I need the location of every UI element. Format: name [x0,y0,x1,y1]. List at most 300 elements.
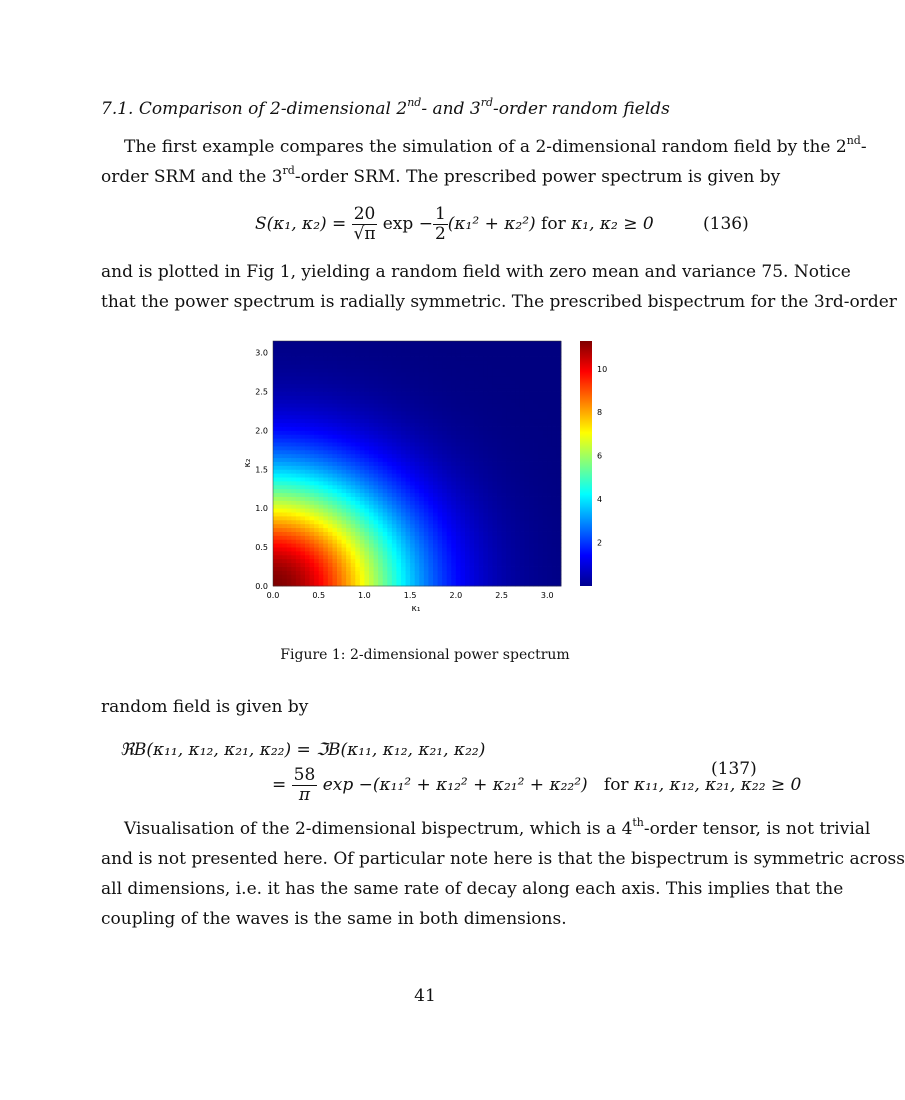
heatmap-cell [470,504,475,508]
heatmap-cell [337,427,342,431]
heatmap-cell [300,485,305,489]
heatmap-cell [479,493,484,497]
heatmap-cell [428,469,433,473]
heatmap-cell [337,497,342,501]
heatmap-cell [456,462,461,466]
heatmap-cell [547,438,552,442]
heatmap-cell [438,403,443,407]
heatmap-cell [474,489,479,493]
heatmap-cell [305,578,310,582]
heatmap-cell [374,493,379,497]
heatmap-cell [364,532,369,536]
heatmap-cell [296,481,301,485]
heatmap-cell [282,473,287,477]
heatmap-cell [401,407,406,411]
heatmap-cell [337,477,342,481]
heatmap-cell [378,508,383,512]
heatmap-cell [346,543,351,547]
heatmap-cell [355,392,360,396]
heatmap-cell [529,528,534,532]
heatmap-cell [506,547,511,551]
heatmap-cell [300,388,305,392]
heatmap-cell [332,489,337,493]
heatmap-cell [465,458,470,462]
heatmap-cell [383,364,388,368]
heatmap-cell [479,349,484,353]
heatmap-cell [374,528,379,532]
heatmap-cell [410,555,415,559]
heatmap-cell [547,504,552,508]
heatmap-cell [310,528,315,532]
heatmap-cell [282,438,287,442]
heatmap-cell [410,512,415,516]
heatmap-cell [474,539,479,543]
heatmap-cell [282,341,287,345]
heatmap-cell [314,388,319,392]
heatmap-cell [497,411,502,415]
heatmap-cell [273,481,278,485]
heatmap-cell [511,446,516,450]
heatmap-cell [369,578,374,582]
heatmap-cell [305,427,310,431]
heatmap-cell [406,415,411,419]
heatmap-cell [488,543,493,547]
heatmap-cell [387,446,392,450]
heatmap-cell [328,403,333,407]
heatmap-cell [383,395,388,399]
heatmap-cell [483,462,488,466]
heatmap-cell [520,450,525,454]
heatmap-cell [374,520,379,524]
heatmap-cell [524,357,529,361]
heatmap-cell [483,388,488,392]
heatmap-cell [456,465,461,469]
heatmap-cell [396,450,401,454]
heatmap-cell [332,532,337,536]
heatmap-cell [378,430,383,434]
heatmap-cell [524,341,529,345]
heatmap-cell [465,539,470,543]
heatmap-cell [465,559,470,563]
heatmap-cell [428,512,433,516]
heatmap-cell [314,430,319,434]
heatmap-cell [456,535,461,539]
heatmap-cell [428,360,433,364]
heatmap-cell [346,563,351,567]
heatmap-cell [552,423,557,427]
heatmap-cell [374,508,379,512]
heatmap-cell [451,524,456,528]
heatmap-cell [419,477,424,481]
heatmap-cell [273,563,278,567]
heatmap-cell [287,567,292,571]
heatmap-cell [547,442,552,446]
heatmap-cell [374,392,379,396]
heatmap-cell [474,395,479,399]
heatmap-cell [506,458,511,462]
heatmap-cell [442,458,447,462]
heatmap-cell [401,360,406,364]
heatmap-cell [401,578,406,582]
heatmap-cell [456,345,461,349]
heatmap-cell [374,559,379,563]
heatmap-cell [282,532,287,536]
heatmap-cell [474,368,479,372]
heatmap-cell [543,508,548,512]
heatmap-cell [319,563,324,567]
heatmap-cell [332,462,337,466]
heatmap-cell [520,403,525,407]
paragraph-2-line-1: and is plotted in Fig 1, yielding a random field with zero mean and variance 75. Notice [101,262,851,282]
heatmap-cell [273,446,278,450]
heatmap-cell [529,508,534,512]
heatmap-cell [323,364,328,368]
heatmap-cell [360,532,365,536]
heatmap-cell [410,516,415,520]
heatmap-cell [451,357,456,361]
heatmap-cell [556,349,561,353]
heatmap-cell [355,559,360,563]
heatmap-cell [278,555,283,559]
heatmap-cell [428,493,433,497]
heatmap-cell [556,353,561,357]
heatmap-cell [387,407,392,411]
heatmap-cell [369,349,374,353]
heatmap-cell [287,532,292,536]
heatmap-cell [305,477,310,481]
heatmap-cell [497,551,502,555]
heatmap-cell [328,341,333,345]
heatmap-cell [296,411,301,415]
heatmap-cell [502,407,507,411]
heatmap-cell [369,446,374,450]
heatmap-cell [474,376,479,380]
heatmap-cell [470,364,475,368]
paragraph-4-line-2: and is not presented here. Of particular note here is that the bispectrum is symmetric across [101,849,905,869]
heatmap-cell [506,543,511,547]
heatmap-cell [502,516,507,520]
heatmap-cell [538,551,543,555]
heatmap-cell [282,578,287,582]
heatmap-cell [456,388,461,392]
heatmap-cell [291,465,296,469]
heatmap-cell [337,543,342,547]
heatmap-cell [319,423,324,427]
heatmap-cell [415,567,420,571]
heatmap-cell [287,481,292,485]
heatmap-cell [383,349,388,353]
heatmap-cell [515,551,520,555]
heatmap-cell [497,407,502,411]
heatmap-cell [383,555,388,559]
heatmap-cell [378,473,383,477]
heatmap-cell [529,563,534,567]
heatmap-cell [470,578,475,582]
heatmap-cell [332,512,337,516]
heatmap-cell [342,500,347,504]
heatmap-cell [410,357,415,361]
heatmap-cell [460,504,465,508]
heatmap-cell [314,516,319,520]
x-tick-label: 0.0 [266,591,280,600]
heatmap-cell [511,574,516,578]
heatmap-cell [447,446,452,450]
heatmap-cell [364,423,369,427]
heatmap-cell [300,349,305,353]
heatmap-cell [278,372,283,376]
heatmap-cell [424,508,429,512]
heatmap-cell [332,434,337,438]
heatmap-cell [282,574,287,578]
heatmap-cell [543,392,548,396]
heatmap-cell [310,469,315,473]
heatmap-cell [305,458,310,462]
heatmap-cell [392,462,397,466]
heatmap-cell [474,547,479,551]
heatmap-cell [502,547,507,551]
heatmap-cell [552,392,557,396]
heatmap-cell [456,349,461,353]
heatmap-cell [374,465,379,469]
heatmap-cell [524,458,529,462]
heatmap-cell [547,489,552,493]
heatmap-cell [506,376,511,380]
heatmap-cell [442,388,447,392]
heatmap-cell [506,407,511,411]
heatmap-cell [520,551,525,555]
heatmap-cell [524,485,529,489]
heatmap-cell [415,551,420,555]
heatmap-cell [410,574,415,578]
heatmap-cell [524,372,529,376]
heatmap-cell [424,423,429,427]
heatmap-cell [383,535,388,539]
heatmap-cell [424,512,429,516]
heatmap-cell [465,524,470,528]
heatmap-cell [419,512,424,516]
heatmap-cell [511,462,516,466]
heatmap-cell [492,469,497,473]
heatmap-cell [378,380,383,384]
heatmap-cell [378,442,383,446]
heatmap-cell [506,438,511,442]
heatmap-cell [538,481,543,485]
heatmap-cell [351,384,356,388]
heatmap-cell [511,567,516,571]
heatmap-cell [323,454,328,458]
heatmap-cell [488,481,493,485]
heatmap-cell [488,407,493,411]
heatmap-cell [305,403,310,407]
heatmap-cell [538,384,543,388]
heatmap-cell [278,512,283,516]
heatmap-cell [396,357,401,361]
heatmap-cell [524,411,529,415]
heatmap-cell [552,485,557,489]
heatmap-cell [332,384,337,388]
heatmap-cell [428,430,433,434]
heatmap-cell [506,497,511,501]
heatmap-cell [319,407,324,411]
heatmap-cell [479,497,484,501]
heatmap-cell [337,547,342,551]
heatmap-cell [415,543,420,547]
heatmap-cell [410,345,415,349]
heatmap-cell [319,419,324,423]
heatmap-cell [410,520,415,524]
heatmap-cell [319,438,324,442]
heatmap-cell [273,528,278,532]
heatmap-cell [438,438,443,442]
heatmap-cell [474,446,479,450]
heatmap-cell [369,403,374,407]
heatmap-cell [332,450,337,454]
heatmap-cell [419,349,424,353]
heatmap-cell [479,353,484,357]
heatmap-cell [497,419,502,423]
heatmap-cell [351,489,356,493]
heatmap-cell [483,419,488,423]
heatmap-cell [342,364,347,368]
heatmap-cell [332,392,337,396]
heatmap-cell [529,489,534,493]
heatmap-cell [374,481,379,485]
heatmap-cell [387,574,392,578]
heatmap-cell [410,551,415,555]
heatmap-cell [428,497,433,501]
heatmap-cell [552,543,557,547]
heatmap-cell [460,535,465,539]
heatmap-cell [465,434,470,438]
heatmap-cell [465,403,470,407]
heatmap-cell [355,454,360,458]
heatmap-cell [428,559,433,563]
heatmap-cell [520,345,525,349]
heatmap-cell [492,477,497,481]
heatmap-cell [310,497,315,501]
heatmap-cell [483,407,488,411]
heatmap-cell [524,462,529,466]
heatmap-cell [383,403,388,407]
heatmap-cell [534,500,539,504]
heatmap-cell [552,520,557,524]
heatmap-cell [470,555,475,559]
heatmap-cell [323,504,328,508]
heatmap-cell [552,438,557,442]
heatmap-cell [483,345,488,349]
heatmap-cell [296,520,301,524]
heatmap-cell [410,485,415,489]
heatmap-cell [360,512,365,516]
heatmap-cell [460,578,465,582]
heatmap-cell [291,477,296,481]
heatmap-cell [556,419,561,423]
heatmap-cell [360,551,365,555]
heatmap-cell [346,349,351,353]
heatmap-cell [374,473,379,477]
heatmap-cell [287,403,292,407]
heatmap-cell [556,434,561,438]
heatmap-cell [460,555,465,559]
heatmap-cell [538,567,543,571]
heatmap-cell [383,563,388,567]
heatmap-cell [538,353,543,357]
heatmap-cell [438,430,443,434]
heatmap-cell [328,504,333,508]
heatmap-cell [383,380,388,384]
heatmap-cell [534,493,539,497]
heatmap-cell [534,555,539,559]
heatmap-cell [497,388,502,392]
heatmap-cell [300,524,305,528]
heatmap-cell [483,423,488,427]
heatmap-cell [529,442,534,446]
heatmap-cell [406,547,411,551]
heatmap-cell [552,578,557,582]
heatmap-cell [502,570,507,574]
heatmap-cell [374,372,379,376]
heatmap-cell [465,567,470,571]
heatmap-cell [369,500,374,504]
heatmap-cell [497,574,502,578]
heatmap-cell [305,345,310,349]
heatmap-cell [360,563,365,567]
heatmap-cell [424,528,429,532]
heatmap-cell [552,532,557,536]
heatmap-cell [483,543,488,547]
heatmap-cell [342,528,347,532]
heatmap-cell [502,442,507,446]
heatmap-cell [465,415,470,419]
heatmap-cell [470,493,475,497]
heatmap-cell [314,411,319,415]
heatmap-cell [447,411,452,415]
heatmap-cell [424,360,429,364]
heatmap-cell [438,485,443,489]
heatmap-cell [351,450,356,454]
heatmap-cell [552,469,557,473]
heatmap-cell [428,567,433,571]
heatmap-cell [465,512,470,516]
heatmap-cell [543,497,548,501]
heatmap-cell [438,341,443,345]
heatmap-cell [332,349,337,353]
heatmap-cell [529,539,534,543]
heatmap-cell [552,407,557,411]
heatmap-cell [406,485,411,489]
heatmap-cell [543,384,548,388]
heatmap-cell [556,384,561,388]
heatmap-cell [351,380,356,384]
heatmap-cell [456,500,461,504]
heatmap-cell [282,485,287,489]
heatmap-cell [479,438,484,442]
heatmap-cell [438,399,443,403]
heatmap-cell [460,415,465,419]
heatmap-cell [534,407,539,411]
heatmap-cell [387,481,392,485]
heatmap-cell [511,477,516,481]
heatmap-cell [479,372,484,376]
heatmap-cell [483,469,488,473]
heatmap-cell [328,427,333,431]
heatmap-cell [424,407,429,411]
heatmap-cell [364,450,369,454]
heatmap-cell [538,477,543,481]
heatmap-cell [364,516,369,520]
heatmap-cell [502,535,507,539]
heatmap-cell [319,372,324,376]
